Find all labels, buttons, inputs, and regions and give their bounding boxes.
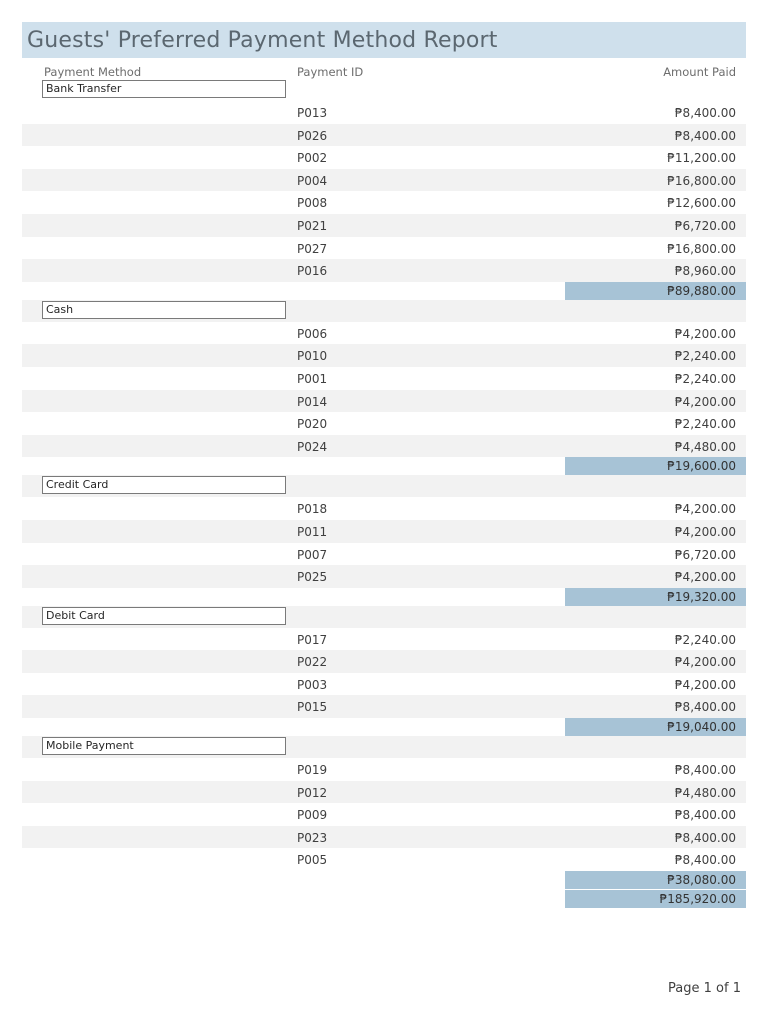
payment-id-cell: P017 bbox=[297, 632, 328, 647]
group-header bbox=[22, 300, 746, 322]
group-subtotal-row bbox=[22, 457, 746, 475]
payment-id-cell: P015 bbox=[297, 700, 328, 715]
group-header bbox=[22, 736, 746, 758]
payment-id-cell: P010 bbox=[297, 349, 328, 364]
amount-paid-cell: ₱4,200.00 bbox=[674, 524, 736, 539]
group-subtotal-row bbox=[22, 718, 746, 736]
amount-paid-cell: ₱2,240.00 bbox=[674, 632, 736, 647]
amount-paid-cell: ₱6,720.00 bbox=[674, 218, 736, 233]
payment-id-cell: P002 bbox=[297, 151, 328, 166]
amount-paid-cell: ₱8,400.00 bbox=[674, 700, 736, 715]
table-row bbox=[22, 214, 746, 237]
table-row bbox=[22, 237, 746, 260]
payment-id-cell: P013 bbox=[297, 106, 328, 120]
amount-paid-cell: ₱6,720.00 bbox=[674, 547, 736, 562]
table-row bbox=[22, 435, 746, 458]
table-row bbox=[22, 673, 746, 696]
table-row bbox=[22, 169, 746, 192]
grand-total: ₱185,920.00 bbox=[565, 890, 746, 908]
amount-paid-cell: ₱8,960.00 bbox=[674, 264, 736, 279]
table-row bbox=[22, 758, 746, 781]
amount-paid-cell: ₱4,200.00 bbox=[674, 326, 736, 341]
page-number: Page 1 of 1 bbox=[668, 981, 741, 996]
report-groups bbox=[22, 79, 746, 889]
amount-paid-cell: ₱4,480.00 bbox=[674, 785, 736, 800]
table-row bbox=[22, 826, 746, 849]
column-header-payment-method: Payment Method bbox=[44, 65, 142, 79]
amount-paid-cell: ₱8,400.00 bbox=[674, 808, 736, 823]
payment-id-cell: P016 bbox=[297, 264, 328, 279]
table-row bbox=[22, 497, 746, 520]
payment-id-cell: P014 bbox=[297, 394, 328, 409]
payment-id-cell: P022 bbox=[297, 655, 328, 670]
table-row bbox=[22, 565, 746, 588]
group-subtotal: ₱38,080.00 bbox=[565, 871, 746, 889]
group-payment-method-label: Bank Transfer bbox=[42, 80, 286, 98]
payment-id-cell: P023 bbox=[297, 830, 328, 845]
group-header bbox=[22, 79, 746, 101]
payment-id-cell: P006 bbox=[297, 326, 328, 341]
table-row bbox=[22, 803, 746, 826]
report bbox=[22, 22, 746, 908]
amount-paid-cell: ₱4,200.00 bbox=[674, 394, 736, 409]
payment-id-cell: P001 bbox=[297, 371, 328, 386]
amount-paid-cell: ₱2,240.00 bbox=[674, 371, 736, 386]
payment-id-cell: P024 bbox=[297, 439, 328, 454]
payment-id-cell: P008 bbox=[297, 196, 328, 211]
group-header bbox=[22, 475, 746, 497]
amount-paid-cell: ₱4,200.00 bbox=[674, 502, 736, 517]
report-title: Guests' Preferred Payment Method Report bbox=[27, 27, 498, 53]
group-payment-method-label: Credit Card bbox=[42, 476, 286, 494]
amount-paid-cell: ₱12,600.00 bbox=[667, 196, 736, 211]
table-row bbox=[22, 650, 746, 673]
payment-method-group bbox=[22, 79, 746, 300]
group-payment-method-label: Debit Card bbox=[42, 607, 286, 625]
amount-paid-cell: ₱2,240.00 bbox=[674, 349, 736, 364]
column-header-amount-paid: Amount Paid bbox=[663, 65, 736, 79]
payment-id-cell: P007 bbox=[297, 547, 328, 562]
group-subtotal: ₱19,320.00 bbox=[565, 588, 746, 606]
table-row bbox=[22, 390, 746, 413]
amount-paid-cell: ₱8,400.00 bbox=[674, 853, 736, 868]
payment-id-cell: P018 bbox=[297, 502, 328, 517]
table-row bbox=[22, 344, 746, 367]
group-subtotal-row bbox=[22, 871, 746, 889]
grand-total-row bbox=[22, 890, 746, 908]
payment-method-group bbox=[22, 475, 746, 605]
payment-method-group bbox=[22, 736, 746, 889]
payment-id-cell: P025 bbox=[297, 570, 328, 585]
table-row bbox=[22, 781, 746, 804]
table-row bbox=[22, 412, 746, 435]
payment-id-cell: P005 bbox=[297, 853, 328, 868]
payment-id-cell: P021 bbox=[297, 218, 328, 233]
amount-paid-cell: ₱4,480.00 bbox=[674, 439, 736, 454]
group-header bbox=[22, 606, 746, 628]
table-row bbox=[22, 543, 746, 566]
payment-id-cell: P012 bbox=[297, 785, 328, 800]
amount-paid-cell: ₱8,400.00 bbox=[674, 106, 736, 120]
amount-paid-cell: ₱11,200.00 bbox=[667, 151, 736, 166]
payment-method-group bbox=[22, 300, 746, 476]
group-subtotal: ₱19,040.00 bbox=[565, 718, 746, 736]
report-title-bar bbox=[22, 22, 746, 58]
table-row bbox=[22, 848, 746, 871]
table-row bbox=[22, 101, 746, 124]
amount-paid-cell: ₱8,400.00 bbox=[674, 830, 736, 845]
payment-method-group bbox=[22, 606, 746, 736]
group-subtotal: ₱89,880.00 bbox=[565, 282, 746, 300]
table-row bbox=[22, 146, 746, 169]
group-payment-method-label: Mobile Payment bbox=[42, 737, 286, 755]
amount-paid-cell: ₱4,200.00 bbox=[674, 677, 736, 692]
table-row bbox=[22, 628, 746, 651]
amount-paid-cell: ₱4,200.00 bbox=[674, 570, 736, 585]
table-row bbox=[22, 695, 746, 718]
column-header-payment-id: Payment ID bbox=[297, 65, 364, 79]
payment-id-cell: P027 bbox=[297, 241, 328, 256]
group-payment-method-label: Cash bbox=[42, 301, 286, 319]
column-headers bbox=[22, 58, 746, 79]
amount-paid-cell: ₱4,200.00 bbox=[674, 655, 736, 670]
table-row bbox=[22, 191, 746, 214]
table-row bbox=[22, 259, 746, 282]
amount-paid-cell: ₱16,800.00 bbox=[667, 173, 736, 188]
payment-id-cell: P026 bbox=[297, 128, 328, 143]
payment-id-cell: P009 bbox=[297, 808, 328, 823]
group-subtotal-row bbox=[22, 282, 746, 300]
payment-id-cell: P011 bbox=[297, 524, 328, 539]
amount-paid-cell: ₱8,400.00 bbox=[674, 128, 736, 143]
payment-id-cell: P004 bbox=[297, 173, 328, 188]
group-subtotal: ₱19,600.00 bbox=[565, 457, 746, 475]
table-row bbox=[22, 124, 746, 147]
payment-id-cell: P019 bbox=[297, 763, 328, 778]
amount-paid-cell: ₱16,800.00 bbox=[667, 241, 736, 256]
table-row bbox=[22, 520, 746, 543]
payment-id-cell: P003 bbox=[297, 677, 328, 692]
payment-id-cell: P020 bbox=[297, 417, 328, 432]
group-subtotal-row bbox=[22, 588, 746, 606]
amount-paid-cell: ₱2,240.00 bbox=[674, 417, 736, 432]
table-row bbox=[22, 322, 746, 345]
table-row bbox=[22, 367, 746, 390]
amount-paid-cell: ₱8,400.00 bbox=[674, 763, 736, 778]
